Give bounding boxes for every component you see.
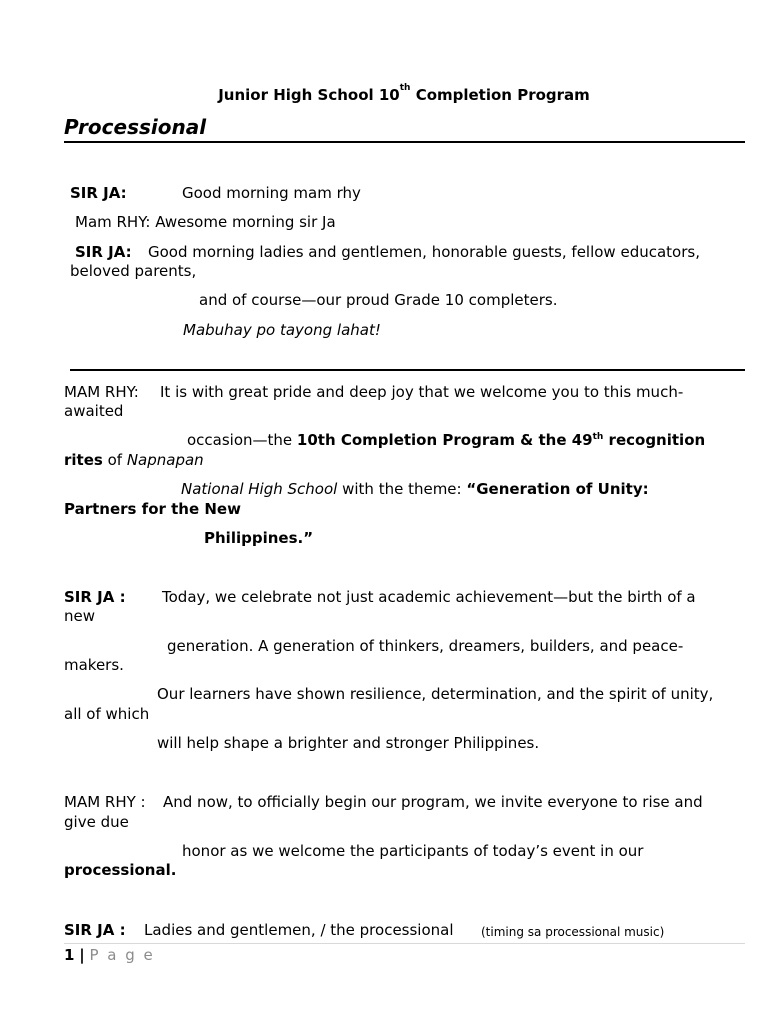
block4-text: Ladies and gentlemen, / the processional (144, 921, 454, 939)
block2-cont: new (64, 607, 96, 625)
block4-speaker: SIR JA : (64, 921, 126, 939)
footer-separator: | (79, 946, 85, 964)
block2-line4: will help shape a brighter and stronger Philippines. (157, 734, 540, 752)
block2-line3: Our learners have shown resilience, determination, and the spirit of unity, (157, 685, 714, 703)
block3-line2-cont: processional. (64, 861, 177, 879)
block1-line4: Philippines.” (204, 529, 314, 547)
block1-line3: National High School with the theme: “Generation of Unity: (181, 480, 649, 498)
block1-cont: awaited (64, 402, 124, 420)
block4-note: (timing sa processional music) (481, 925, 665, 939)
heading-rule (64, 141, 745, 143)
block1-text: It is with great pride and deep joy that we welcome you to this much- (160, 383, 684, 401)
block2-line2: generation. A generation of thinkers, dreamers, builders, and peace- (167, 637, 684, 655)
block1-line2: occasion—the 10th Completion Program & the 49th recognition (187, 431, 706, 449)
block1-line2-cont: rites of Napnapan (64, 451, 204, 469)
block3-speaker: MAM RHY : (64, 793, 146, 811)
block3-text: And now, to officially begin our program, we invite everyone to rise and (163, 793, 703, 811)
block3-line2: honor as we welcome the participants of today’s event in our (182, 842, 644, 860)
block2-text: Today, we celebrate not just academic achievement—but the birth of a (162, 588, 696, 606)
block1-speaker: MAM RHY: (64, 383, 139, 401)
opening-line-2: Mam RHY: Awesome morning sir Ja (75, 213, 336, 231)
opening-line-3-cont: beloved parents, (70, 262, 197, 280)
opening-line-3-text: Good morning ladies and gentlemen, honorable guests, fellow educators, (148, 243, 700, 261)
block1-line3-cont: Partners for the New (64, 500, 241, 518)
section-heading: Processional (64, 115, 207, 139)
page-footer (64, 945, 155, 965)
block2-line3-cont: all of which (64, 705, 150, 723)
opening-line-1: SIR JA: (70, 184, 127, 202)
page-label: P a g e (89, 946, 155, 964)
block2-speaker: SIR JA : (64, 588, 126, 606)
opening-line-4: and of course—our proud Grade 10 completers. (199, 291, 558, 309)
opening-line-5: Mabuhay po tayong lahat! (183, 321, 381, 339)
page-number: 1 (64, 946, 75, 964)
block3-cont: give due (64, 813, 129, 831)
opening-line-3: SIR JA: (75, 243, 132, 261)
opening-line-1-text: Good morning mam rhy (182, 184, 361, 202)
section-rule (70, 369, 745, 371)
document-title: Junior High School 10th Completion Program (218, 83, 590, 104)
block2-line2-cont: makers. (64, 656, 124, 674)
footer-rule (64, 943, 745, 944)
